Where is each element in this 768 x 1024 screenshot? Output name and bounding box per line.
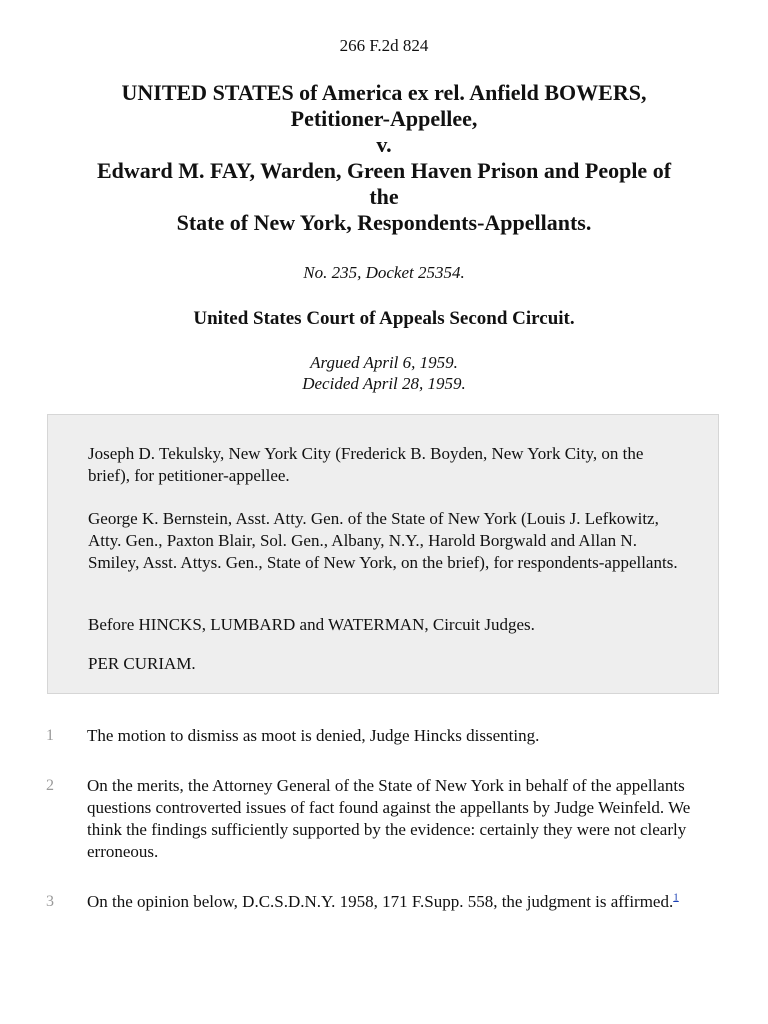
case-citation: 266 F.2d 824 [339,36,429,55]
docket-number: No. 235, Docket 25354. [303,263,465,282]
footnote-link[interactable]: 1 [673,891,679,904]
case-title [30,80,738,236]
title-line-respondent-role: State of New York, Respondents-Appellants. [176,210,592,235]
title-line-parties: UNITED STATES of America ex rel. Anfield BOWERS, [121,80,647,105]
paragraph-text: On the opinion below, D.C.S.D.N.Y. 1958, 171 F.Supp. 558, the judgment is affirmed. [87,892,674,911]
title-line-versus: v. [376,132,392,157]
paragraph-number: 3 [46,893,54,910]
paragraph-text-with-footnote [87,891,717,913]
paragraph-number: 1 [46,727,54,744]
court-name: United States Court of Appeals Second Circuit. [193,308,575,329]
paragraph-text: The motion to dismiss as moot is denied, Judge Hincks dissenting. [87,726,540,745]
paragraph-number: 2 [46,777,54,794]
argued-date: Argued April 6, 1959. [310,353,458,372]
petitioner-counsel: Joseph D. Tekulsky, New York City (Frederick B. Boyden, New York City, on the brief), for petitioner-appellee. [88,444,644,485]
respondent-counsel: George K. Bernstein, Asst. Atty. Gen. of the State of New York (Louis J. Lefkowitz, Atty. Gen., Paxton Blair, Sol. Gen., Albany, N.Y., Harold Borgwald and Allan N. Smiley, Asst. Attys. Gen., State of New York, on the brief), for respondents-appellants. [88,509,678,572]
per-curiam: PER CURIAM. [88,654,196,673]
decided-date: Decided April 28, 1959. [302,374,466,393]
title-line-respondents: Edward M. FAY, Warden, Green Haven Prison and People of [96,158,672,183]
title-line-the: the [369,184,399,209]
judges-line: Before HINCKS, LUMBARD and WATERMAN, Circuit Judges. [88,615,535,634]
paragraph-text: On the merits, the Attorney General of the State of New York in behalf of the appellants questions controverted issues of fact found against the appellants by Judge Weinfeld. We think the findings sufficiently supported by the evidence: certainly they were not clearly erroneous. [87,776,691,861]
title-line-petitioner-role: Petitioner-Appellee, [290,106,478,131]
case-dates [0,352,768,394]
counsel-panel [47,414,719,694]
